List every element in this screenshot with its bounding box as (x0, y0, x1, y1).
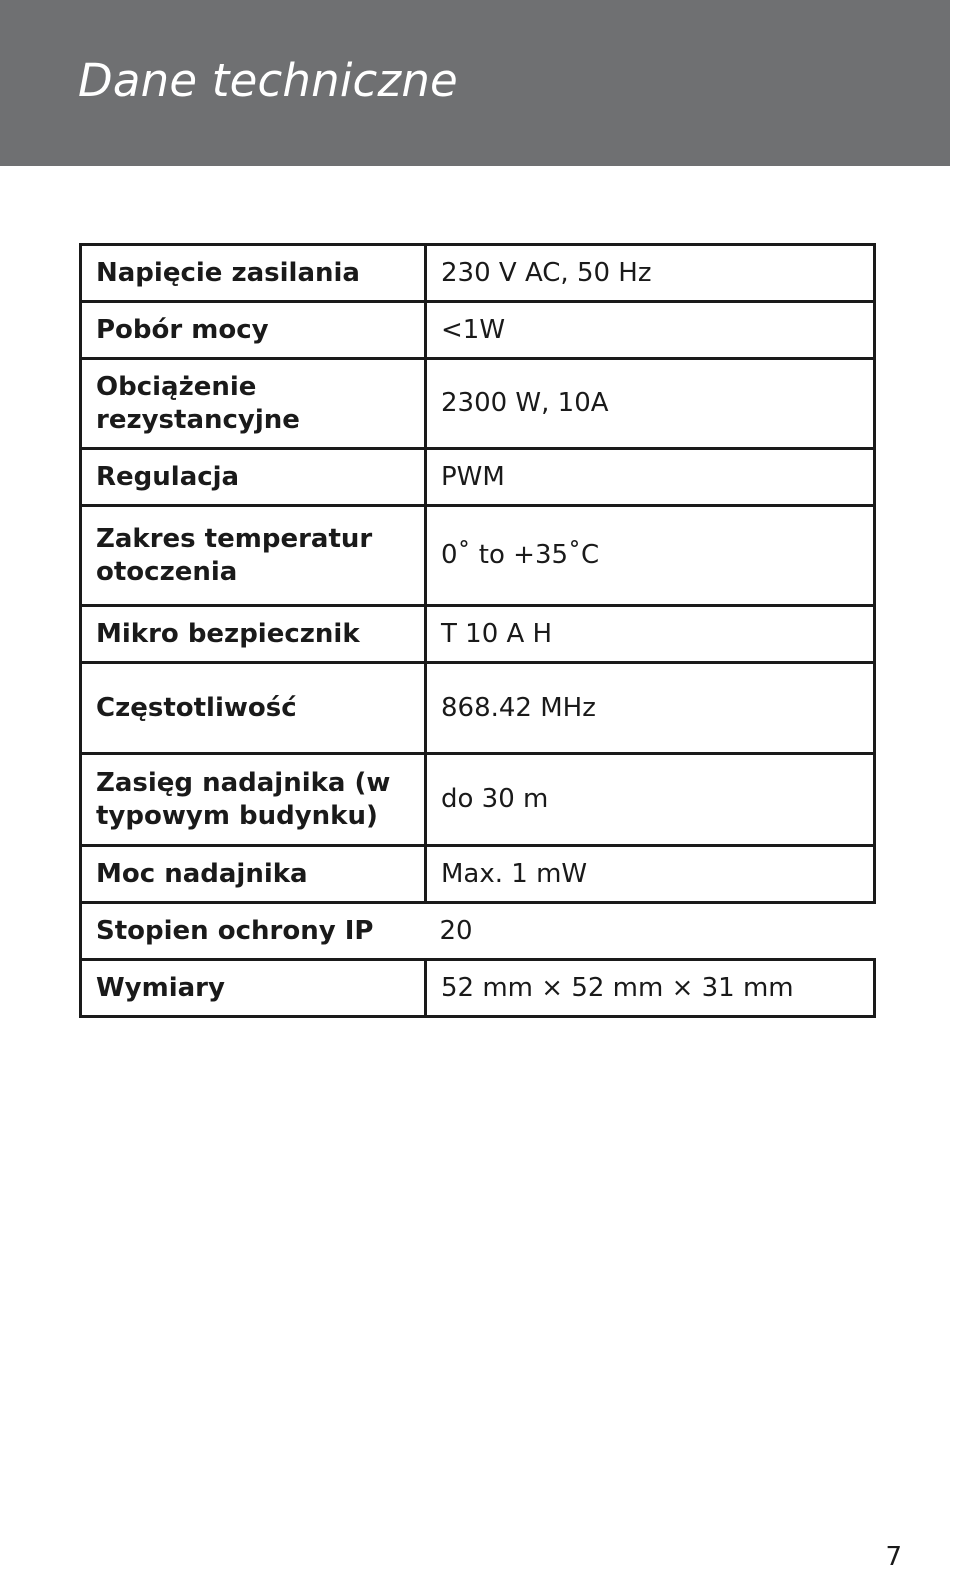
table-row (81, 903, 875, 960)
spec-value: do 30 m (426, 754, 875, 846)
spec-value: 2300 W, 10A (426, 359, 875, 449)
spec-label: Częstotliwość (81, 663, 426, 754)
spec-label: Regulacja (81, 449, 426, 506)
spec-value: 230 V AC, 50 Hz (426, 245, 875, 302)
table-row (81, 245, 875, 302)
spec-value: PWM (426, 449, 875, 506)
spec-label: Stopien ochrony IP (81, 903, 426, 960)
spec-label: Napięcie zasilania (81, 245, 426, 302)
spec-label: Pobór mocy (81, 302, 426, 359)
specs-table (79, 243, 876, 1018)
spec-label: Zasięg nadajnika (w typowym budynku) (81, 754, 426, 846)
table-row (81, 449, 875, 506)
header-band (0, 0, 950, 166)
spec-value: 868.42 MHz (426, 663, 875, 754)
spec-label: Moc nadajnika (81, 846, 426, 903)
table-row (81, 960, 875, 1017)
page-title: Dane techniczne (78, 54, 458, 107)
spec-label: Obciążenie rezystancyjne (81, 359, 426, 449)
spec-value: <1W (426, 302, 875, 359)
table-row (81, 302, 875, 359)
table-row (81, 846, 875, 903)
table-row (81, 506, 875, 606)
table-row (81, 754, 875, 846)
spec-value: 0˚ to +35˚C (426, 506, 875, 606)
table-row (81, 606, 875, 663)
table-row (81, 359, 875, 449)
spec-value: 20 (426, 903, 875, 960)
page-number: 7 (885, 1542, 902, 1572)
spec-value: T 10 A H (426, 606, 875, 663)
spec-label: Zakres temperatur otoczenia (81, 506, 426, 606)
spec-value: 52 mm × 52 mm × 31 mm (426, 960, 875, 1017)
spec-label: Mikro bezpiecznik (81, 606, 426, 663)
spec-label: Wymiary (81, 960, 426, 1017)
spec-value: Max. 1 mW (426, 846, 875, 903)
table-row (81, 663, 875, 754)
